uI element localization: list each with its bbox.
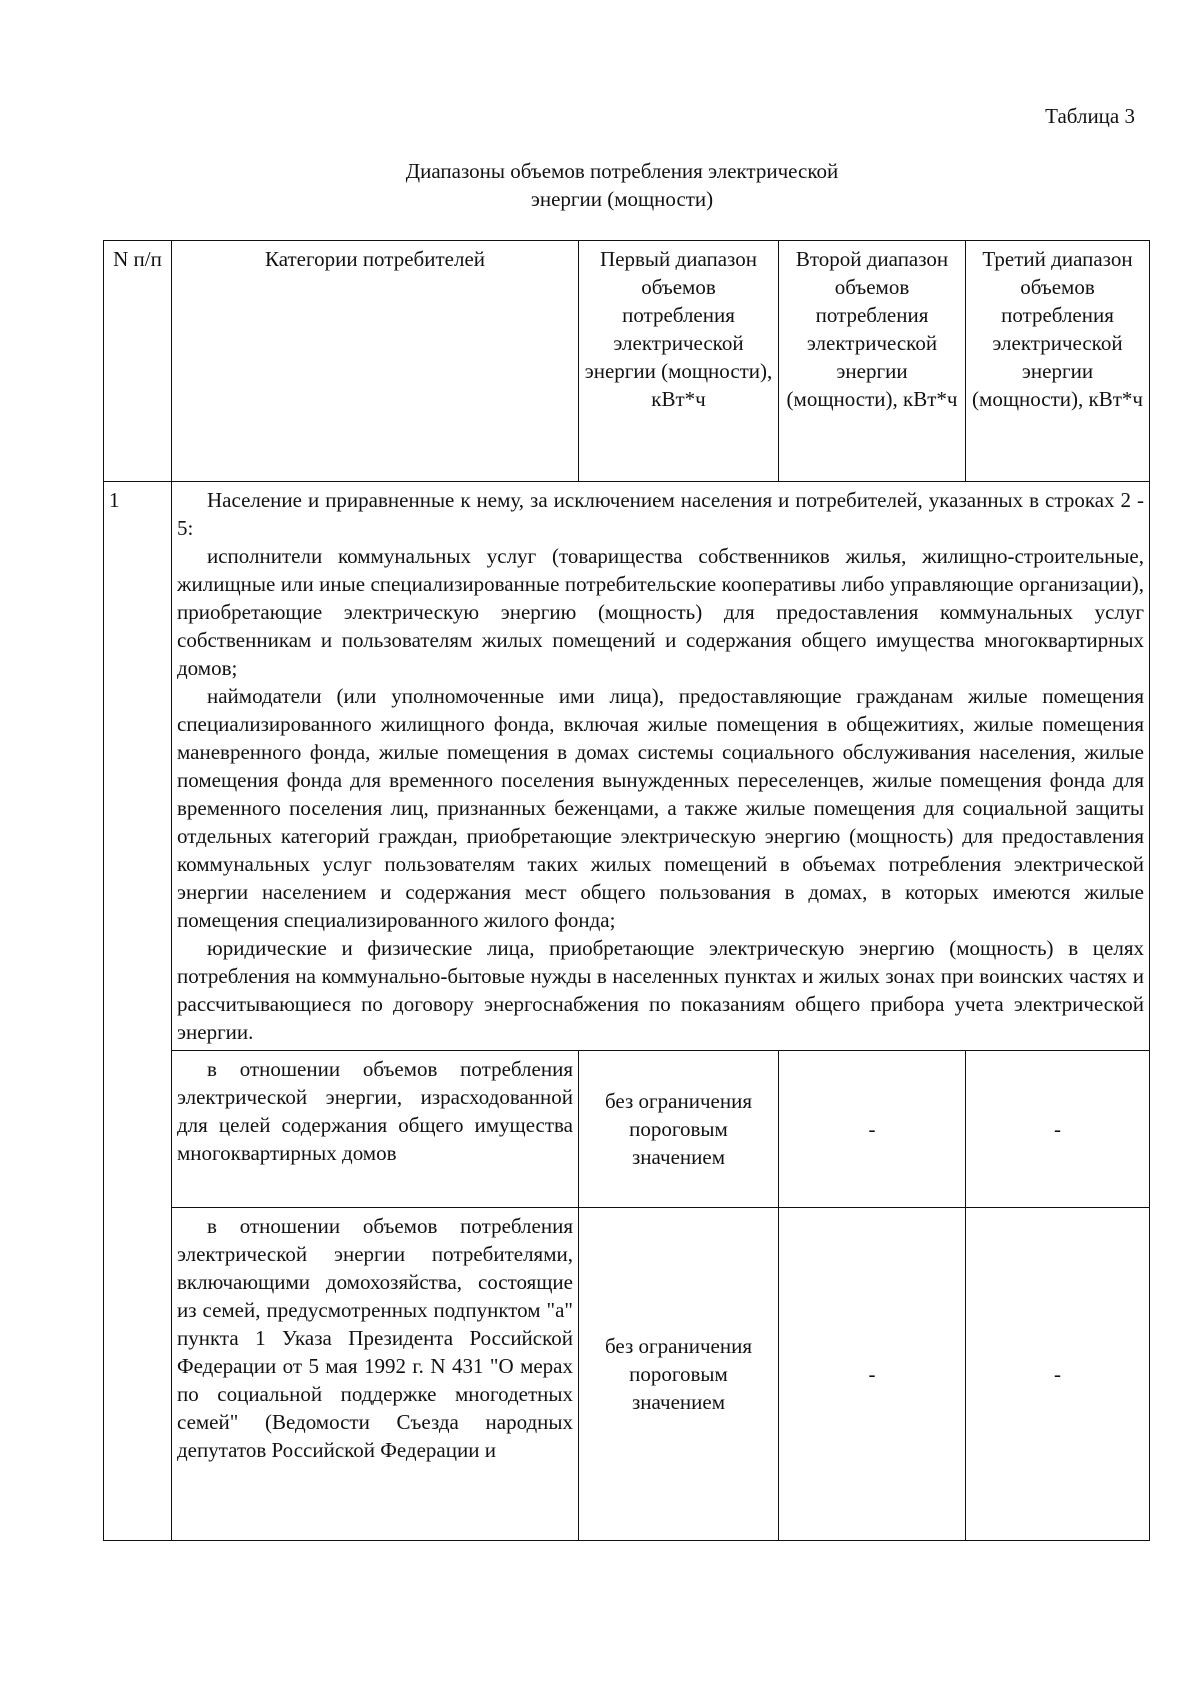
subrow-category	[172, 1208, 579, 1541]
table-title	[0, 157, 1200, 213]
header-second-range: Второй диапазон объемов потребления электрической энергии (мощности), кВт*ч	[779, 241, 966, 482]
subrow-third-range: -	[966, 1208, 1150, 1541]
table-subrow	[104, 1208, 1150, 1541]
subrow-category-text: в отношении объемов потребления электрической энергии потребителями, включающими домохозяйства, состоящие из семей, предусмотренных подпунктом "а" пункта 1 Указа Президента Российской Федерации от 5 мая 1992 г. N 431 "О мерах по социальной поддержке многодетных семей" (Ведомости Съезда народных депутатов Российской Федерации и	[177, 1214, 573, 1462]
subrow-first-range: без ограничения пороговым значением	[579, 1208, 779, 1541]
consumption-ranges-table	[103, 240, 1150, 1541]
title-line-2: энергии (мощности)	[530, 187, 714, 211]
subrow-first-range: без ограничения пороговым значением	[579, 1051, 779, 1208]
paragraph: наймодатели (или уполномоченные ими лица), предоставляющие гражданам жилые помещения специализированного жилищного фонда, включая жилые помещения в общежитиях, жилые помещения маневренного фонда, жилые помещения в домах системы социального обслуживания населения, жилые помещения фонда для временного поселения вынужденных переселенцев, жилые помещения фонда для временного поселения лиц, признанных беженцами, а также жилые помещения для социальной защиты отдельных категорий граждан, приобретающие электрическую энергию (мощность) для предоставления коммунальных услуг пользователям таких жилых помещений в объемах потребления электрической энергии населением и содержания мест общего пользования в домах, в которых имеются жилые помещения специализированного жилого фонда;	[177, 684, 1144, 932]
row-num: 1	[104, 482, 172, 1541]
paragraph: Население и приравненные к нему, за исключением населения и потребителей, указанных в строках 2 - 5:	[177, 488, 1144, 540]
subrow-category-text: в отношении объемов потребления электрической энергии, израсходованной для целей содержания общего имущества многоквартирных домов	[177, 1057, 573, 1165]
header-row	[104, 241, 1150, 482]
header-num: N п/п	[104, 241, 172, 482]
subrow-category	[172, 1051, 579, 1208]
title-line-1: Диапазоны объемов потребления электрической	[405, 159, 839, 183]
table-subrow	[104, 1051, 1150, 1208]
table-label: Таблица 3	[1045, 104, 1135, 128]
table-row	[104, 482, 1150, 1051]
paragraph: юридические и физические лица, приобретающие электрическую энергию (мощность) в целях потребления на коммунально-бытовые нужды в населенных пунктах и жилых зонах при воинских частях и рассчитывающиеся по договору энергоснабжения по показаниям общего прибора учета электрической энергии.	[177, 936, 1144, 1044]
subrow-second-range: -	[779, 1051, 966, 1208]
header-third-range: Третий диапазон объемов потребления электрической энергии (мощности), кВт*ч	[966, 241, 1150, 482]
row-category-text	[172, 482, 1150, 1051]
header-category: Категории потребителей	[172, 241, 579, 482]
paragraph: исполнители коммунальных услуг (товарищества собственников жилья, жилищно-строительные, жилищные или иные специализированные потребительские кооперативы либо управляющие организации), приобретающие электрическую энергию (мощность) для предоставления коммунальных услуг собственникам и пользователям жилых помещений и содержания общего имущества многоквартирных домов;	[177, 544, 1144, 680]
header-first-range: Первый диапазон объемов потребления электрической энергии (мощности), кВт*ч	[579, 241, 779, 482]
subrow-third-range: -	[966, 1051, 1150, 1208]
subrow-second-range: -	[779, 1208, 966, 1541]
